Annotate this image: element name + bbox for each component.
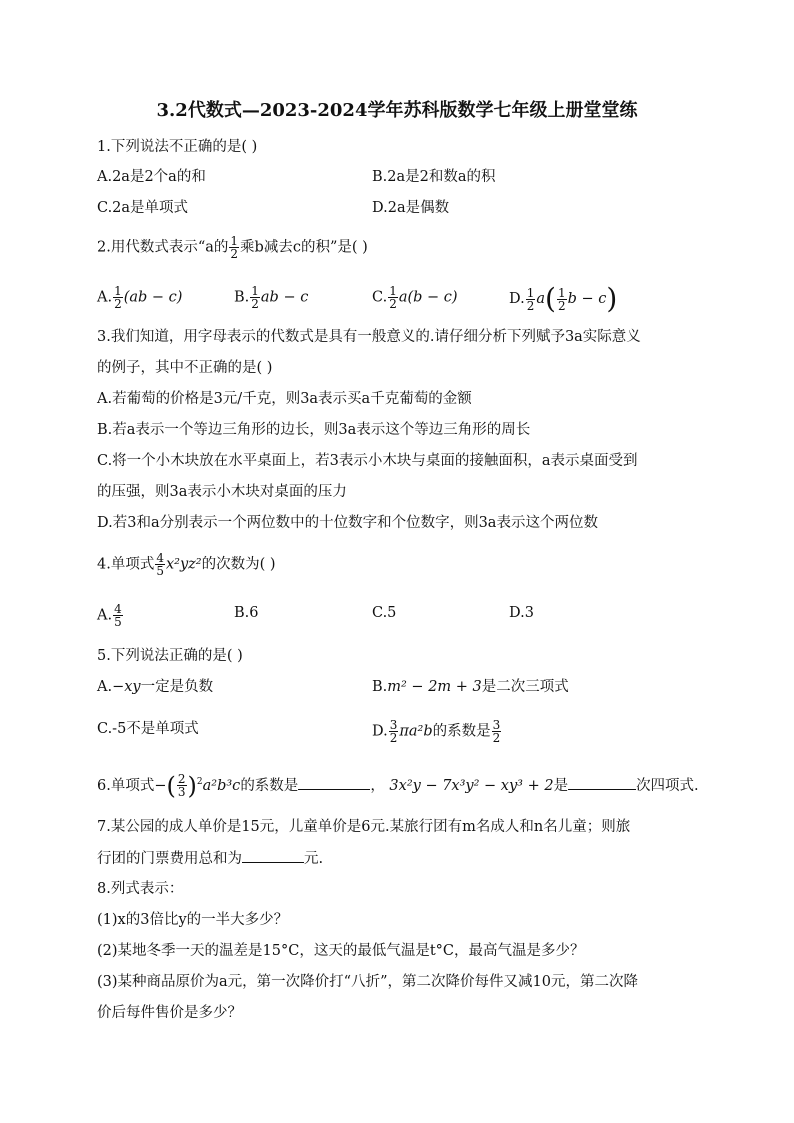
q6-expression1: a²b³c [202, 777, 241, 794]
q1-option-b: B.2a是2和数a的积 [372, 169, 496, 185]
frac-den: 5 [114, 615, 122, 629]
q4-fraction [155, 552, 165, 577]
q6-expression2: 3x²y − 7x³y² − xy³ + 2 [389, 777, 554, 794]
q4-option-a [97, 603, 124, 628]
q2-stem-fraction [229, 235, 239, 260]
option-expression: b − c [567, 291, 607, 307]
q6-mid1: 的系数是 [240, 777, 299, 794]
frac-den: 2 [251, 297, 259, 311]
frac-den: 2 [389, 731, 398, 745]
q6-mid2: 是 [553, 777, 569, 794]
left-paren: ( [166, 771, 176, 800]
exponent: 2 [196, 777, 203, 787]
q2-option-a [97, 285, 182, 310]
q3-option-d: D.若3和a分别表示一个两位数中的十位数字和个位数字，则3a表示这个两位数 [97, 515, 598, 531]
q2-stem-post: 乘b减去c的积”是( ) [240, 239, 368, 256]
option-label: A. [97, 607, 113, 624]
frac-num: 3 [492, 718, 501, 732]
option-expression: m² − 2m + 3 [387, 679, 482, 695]
fraction [113, 285, 123, 310]
fraction [526, 287, 536, 312]
q3-stem-line1: 3.我们知道，用字母表示的代数式是具有一般意义的.请仔细分析下列赋予3a实际意义 [97, 329, 641, 345]
fraction [389, 719, 399, 744]
q3-option-a: A.若葡萄的价格是3元/千克，则3a表示买a千克葡萄的金额 [97, 391, 472, 407]
q3-option-b: B.若a表示一个等边三角形的边长，则3a表示这个等边三角形的周长 [97, 422, 531, 438]
answer-blank[interactable] [242, 848, 304, 863]
q4-option-b: B.6 [234, 605, 259, 621]
fraction [250, 285, 260, 310]
q1-option-a: A.2a是2个a的和 [97, 169, 206, 185]
q5-option-b [372, 677, 569, 697]
frac-den: 3 [177, 785, 186, 800]
right-paren: ) [606, 282, 618, 315]
frac-num: 4 [156, 551, 164, 565]
frac-den: 2 [230, 247, 239, 261]
page-title: 3.2代数式—2023-2024学年苏科版数学七年级上册堂堂练 [156, 100, 638, 121]
option-label: A. [97, 679, 113, 695]
separator: ， [370, 777, 385, 794]
frac-den: 2 [114, 297, 122, 311]
fraction [113, 603, 123, 628]
q7-line1: 7.某公园的成人单价是15元，儿童单价是6元.某旅行团有m名成人和n名儿童；则旅 [97, 819, 631, 835]
option-label: D. [509, 291, 525, 307]
frac-num: 3 [389, 718, 398, 732]
q2-option-b [234, 285, 308, 310]
q8-part2: (2)某地冬季一天的温差是15°C，这天的最低气温是t°C，最高气温是多少？ [97, 943, 585, 959]
q4-expression: x²yz² [165, 556, 202, 573]
option-expression: πa²b [399, 723, 433, 740]
q7-line2 [97, 848, 704, 869]
q8-part3-line2: 价后每件售价是多少？ [97, 1005, 242, 1021]
option-label: D. [372, 723, 388, 740]
option-label: B. [234, 289, 250, 306]
frac-num: 1 [389, 284, 397, 298]
option-label: A. [97, 289, 113, 306]
q8-stem: 8.列式表示： [97, 881, 184, 897]
q3-option-c-line1: C.将一个小木块放在水平桌面上，若3表示小木块与桌面的接触面积，a表示桌面受到 [97, 453, 638, 469]
q1-option-c: C.2a是单项式 [97, 200, 189, 216]
frac-den: 5 [156, 564, 164, 578]
option-text: 一定是负数 [140, 679, 214, 695]
q6-pre: 6.单项式 [97, 777, 155, 794]
frac-num: 1 [557, 285, 566, 300]
fraction [177, 773, 187, 798]
frac-num: 1 [114, 284, 122, 298]
q3-stem-line2: 的例子，其中不正确的是( ) [97, 360, 273, 376]
q8-part3-line1: (3)某种商品原价为a元，第一次降价打“八折”，第二次降价每件又减10元，第二次降 [97, 974, 638, 990]
answer-blank[interactable] [298, 775, 370, 790]
frac-num: 1 [230, 234, 239, 248]
frac-num: 1 [251, 284, 259, 298]
frac-den: 2 [389, 297, 397, 311]
option-expression: a [536, 291, 546, 307]
q5-option-c: C.-5不是单项式 [97, 721, 199, 737]
frac-den: 2 [526, 298, 535, 313]
q5-stem: 5.下列说法正确的是( ) [97, 648, 243, 664]
fraction [388, 285, 398, 310]
q2-option-d [509, 282, 618, 315]
q2-option-c [372, 285, 458, 310]
frac-den: 2 [557, 298, 566, 313]
minus-sign: − [154, 777, 167, 794]
left-paren: ( [545, 282, 556, 315]
option-label: B. [372, 679, 388, 695]
q5-option-d [372, 719, 502, 744]
answer-blank[interactable] [568, 775, 636, 790]
option-text: 的系数是 [432, 723, 491, 740]
q6-stem [97, 772, 704, 798]
q7-line2-pre: 行团的门票费用总和为 [97, 851, 242, 867]
fraction [492, 719, 502, 744]
frac-num: 2 [177, 772, 186, 787]
q4-stem [97, 552, 704, 577]
q4-stem-post: 的次数为( ) [201, 556, 276, 573]
q5-option-a [97, 677, 213, 697]
option-label: C. [372, 289, 388, 306]
option-expression: −xy [112, 679, 141, 695]
q4-option-c: C.5 [372, 605, 397, 621]
fraction [557, 287, 567, 312]
q6-post: 次四项式. [636, 777, 699, 794]
q2-stem-pre: 2.用代数式表示“a的 [97, 239, 229, 256]
frac-den: 2 [492, 731, 501, 745]
q4-option-d: D.3 [509, 605, 534, 621]
q7-line2-post: 元. [304, 851, 324, 867]
q8-part1: (1)x的3倍比y的一半大多少？ [97, 912, 289, 928]
right-paren: ) [187, 771, 197, 800]
q1-stem: 1.下列说法不正确的是( ) [97, 139, 258, 155]
q4-stem-pre: 4.单项式 [97, 556, 155, 573]
q3-option-c-line2: 的压强，则3a表示小木块对桌面的压力 [97, 484, 347, 500]
option-expression: (ab − c) [123, 289, 183, 306]
q2-stem [97, 235, 704, 260]
frac-num: 1 [526, 285, 535, 300]
option-text: 是二次三项式 [481, 679, 569, 695]
option-expression: ab − c [260, 289, 309, 306]
q1-option-d: D.2a是偶数 [372, 200, 450, 216]
option-expression: a(b − c) [398, 289, 458, 306]
frac-num: 4 [114, 602, 122, 616]
